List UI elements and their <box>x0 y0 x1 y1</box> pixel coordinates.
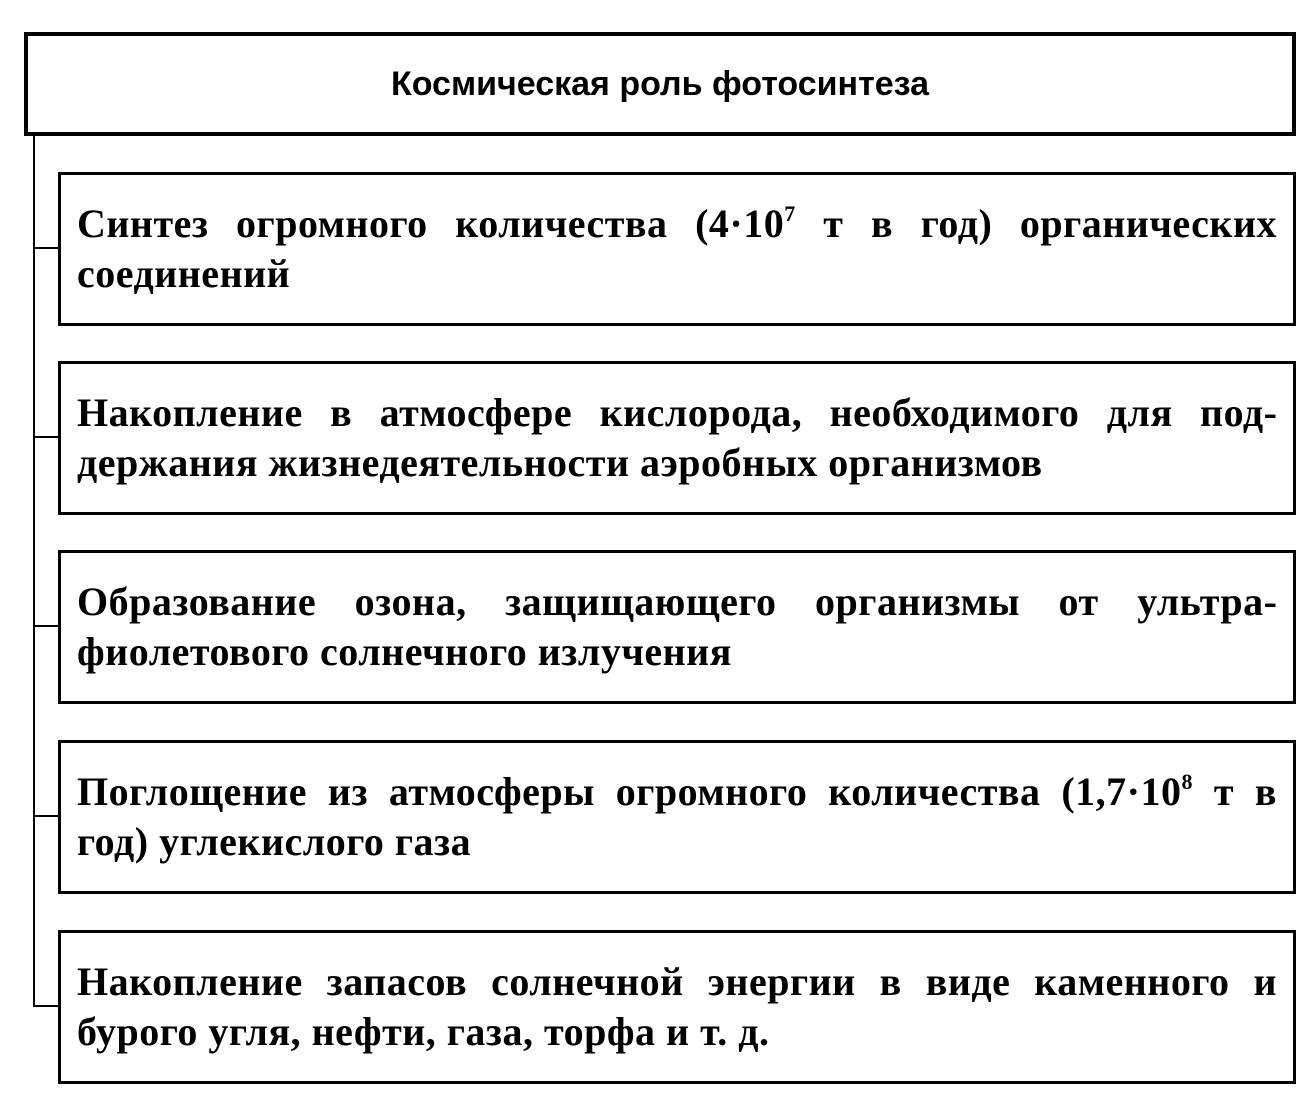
role-item-text <box>77 199 1277 299</box>
role-item-text-main: Накопление запасов солнечной энергии в виде каменного и бурого угля, нефти, газа, торфа и т. д. <box>77 959 1277 1054</box>
role-item-1 <box>58 172 1296 326</box>
role-item-exponent: 7 <box>784 201 796 226</box>
connector-branch-2 <box>33 436 59 438</box>
role-item-text-tail: т в год) углекислого газа <box>77 769 1278 864</box>
role-item-text-main: Поглощение из атмосферы огромного количества (1,7·10 <box>77 769 1182 814</box>
role-item-text <box>77 577 1277 677</box>
connector-branch-4 <box>33 815 59 817</box>
role-item-2 <box>58 361 1296 515</box>
connector-branch-5 <box>33 1005 59 1007</box>
diagram-title: Космическая роль фотосинтеза <box>390 64 929 103</box>
role-item-exponent: 8 <box>1181 769 1194 794</box>
role-item-text <box>77 388 1277 488</box>
role-item-4 <box>58 740 1296 894</box>
connector-spine <box>33 136 35 1006</box>
role-item-5 <box>58 930 1296 1084</box>
role-item-text-tail: т в год) органических соединений <box>77 201 1277 296</box>
role-item-text-main: Синтез огромного количества (4·10 <box>77 201 785 246</box>
role-item-text <box>77 767 1277 867</box>
role-item-text <box>77 957 1277 1057</box>
role-item-text-main: Накопление в атмосфере кислорода, необходимого для поддержания жизнедеятельности аэробных организмов <box>77 390 1277 485</box>
connector-branch-3 <box>33 625 59 627</box>
connector-branch-1 <box>33 247 59 249</box>
role-item-text-main: Образование озона, защищающего организмы от ультрафиолетового солнечного излучения <box>77 579 1277 674</box>
role-item-3 <box>58 550 1296 704</box>
title-box <box>24 32 1296 136</box>
